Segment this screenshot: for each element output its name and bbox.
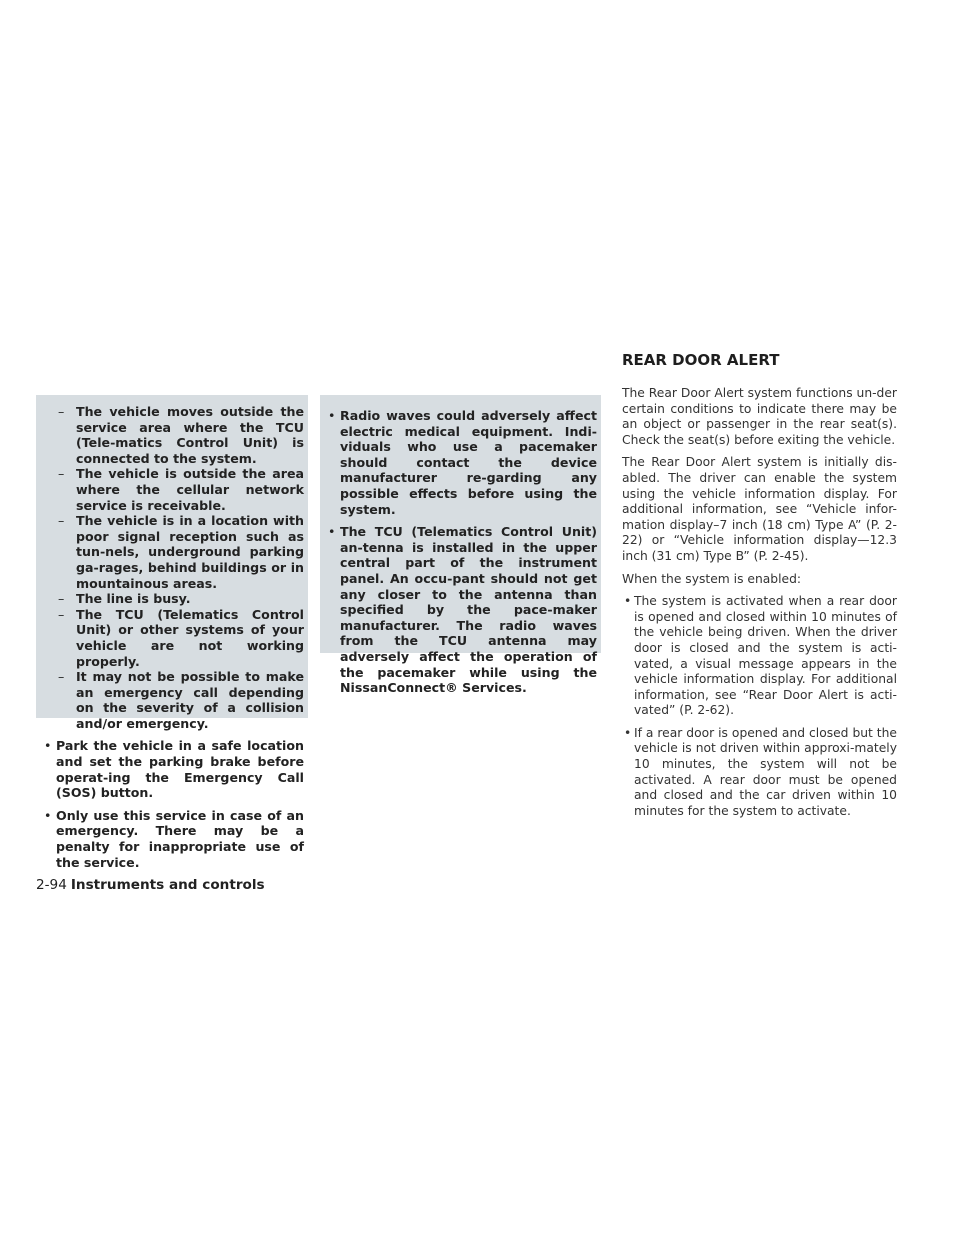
list-item (622, 594, 897, 719)
dash-bullet: – (58, 606, 65, 622)
warning-text: Park the vehicle in a safe location and set the parking brake before operat-ing the Emergency Call (SOS) button. (56, 738, 304, 801)
page-footer (36, 877, 265, 893)
paragraph: When the system is enabled: (622, 571, 802, 586)
warning-text: The TCU (Telematics Control Unit) or other systems of your vehicle are not working properly. (76, 606, 304, 669)
warning-item (36, 591, 304, 607)
dash-bullet: – (58, 466, 65, 482)
dot-bullet: • (328, 408, 336, 423)
dash-bullet: – (58, 591, 65, 607)
warning-text: The TCU (Telematics Control Unit) an-tenna is installed in the upper central part of the instrument panel. An occu-pant should not get any closer to the antenna than specified by the pace-maker manufacturer. The radio waves from the TCU antenna may adversely affect the operation of the pacemaker while using the NissanConnect® Services. (340, 524, 597, 696)
warning-list-left (36, 404, 304, 870)
dash-bullet: – (58, 513, 65, 529)
list-item (622, 726, 897, 820)
dot-bullet: • (624, 725, 632, 740)
dot-bullet: • (624, 594, 632, 609)
chapter-title: Instruments and controls (70, 877, 265, 893)
warning-text: The line is busy. (76, 591, 191, 607)
warning-item (36, 404, 304, 466)
section-title: REAR DOOR ALERT (622, 351, 780, 369)
dot-bullet: • (44, 807, 52, 823)
warning-item (320, 524, 597, 696)
warning-text: The vehicle moves outside the service area where the TCU (Tele-matics Control Unit) is connected to the system. (76, 404, 304, 466)
warning-item (36, 466, 304, 513)
warning-item (36, 607, 304, 669)
list-item-text: If a rear door is opened and closed but the vehicle is not driven within approxi-mately 10 minutes, the system will not be activated. A rear door must be opened and closed and the car driven within 10 minutes for the system to activate. (634, 725, 897, 818)
warning-box-left (36, 395, 308, 870)
warning-item (36, 808, 304, 870)
page-number: 2-94 (36, 877, 67, 893)
warning-text: Only use this service in case of an emergency. There may be a penalty for inappropriate use of the service. (56, 807, 304, 870)
warning-box-middle (320, 395, 601, 696)
paragraph: The Rear Door Alert system is initially dis-abled. The driver can enable the system using the vehicle information display. For additional information, see “Vehicle infor-mation display–7 inch (18 cm) Type A” (P. 2-22) or “Vehicle information display—12.3 inch (31 cm) Type B” (P. 2-45). (622, 455, 897, 563)
warning-text: Radio waves could adversely affect electric medical equipment. Indi-viduals who use a pacemaker should contact the device manufacturer re-garding any possible effects before using the system. (340, 408, 597, 517)
list-item-text: The system is activated when a rear door is opened and closed within 10 minutes of the vehicle being driven. When the driver door is closed and the system is acti-vated, a visual message appears in the vehicle information display. For additional information, see “Rear Door Alert is acti-vated” (P. 2-62). (634, 594, 897, 718)
warning-item (36, 513, 304, 591)
warning-item (36, 738, 304, 800)
rear-door-alert-section (622, 351, 897, 826)
warning-item (36, 669, 304, 731)
dash-bullet: – (58, 404, 65, 419)
bullet-list (622, 594, 897, 819)
warning-text: The vehicle is outside the area where the cellular network service is receivable. (76, 466, 304, 513)
warning-text: It may not be possible to make an emergency call depending on the severity of a collision and/or emergency. (76, 669, 304, 731)
dash-bullet: – (58, 669, 65, 685)
warning-item (320, 408, 597, 517)
dot-bullet: • (44, 738, 52, 754)
paragraph: The Rear Door Alert system functions un-der certain conditions to indicate there may be an object or passenger in the rear seat(s). Check the seat(s) before exiting the vehicle. (622, 386, 897, 447)
warning-text: The vehicle is in a location with poor signal reception such as tun-nels, underground parking ga-rages, behind buildings or in mountainous areas. (76, 513, 304, 591)
warning-list-middle (320, 408, 597, 696)
dot-bullet: • (328, 524, 336, 540)
